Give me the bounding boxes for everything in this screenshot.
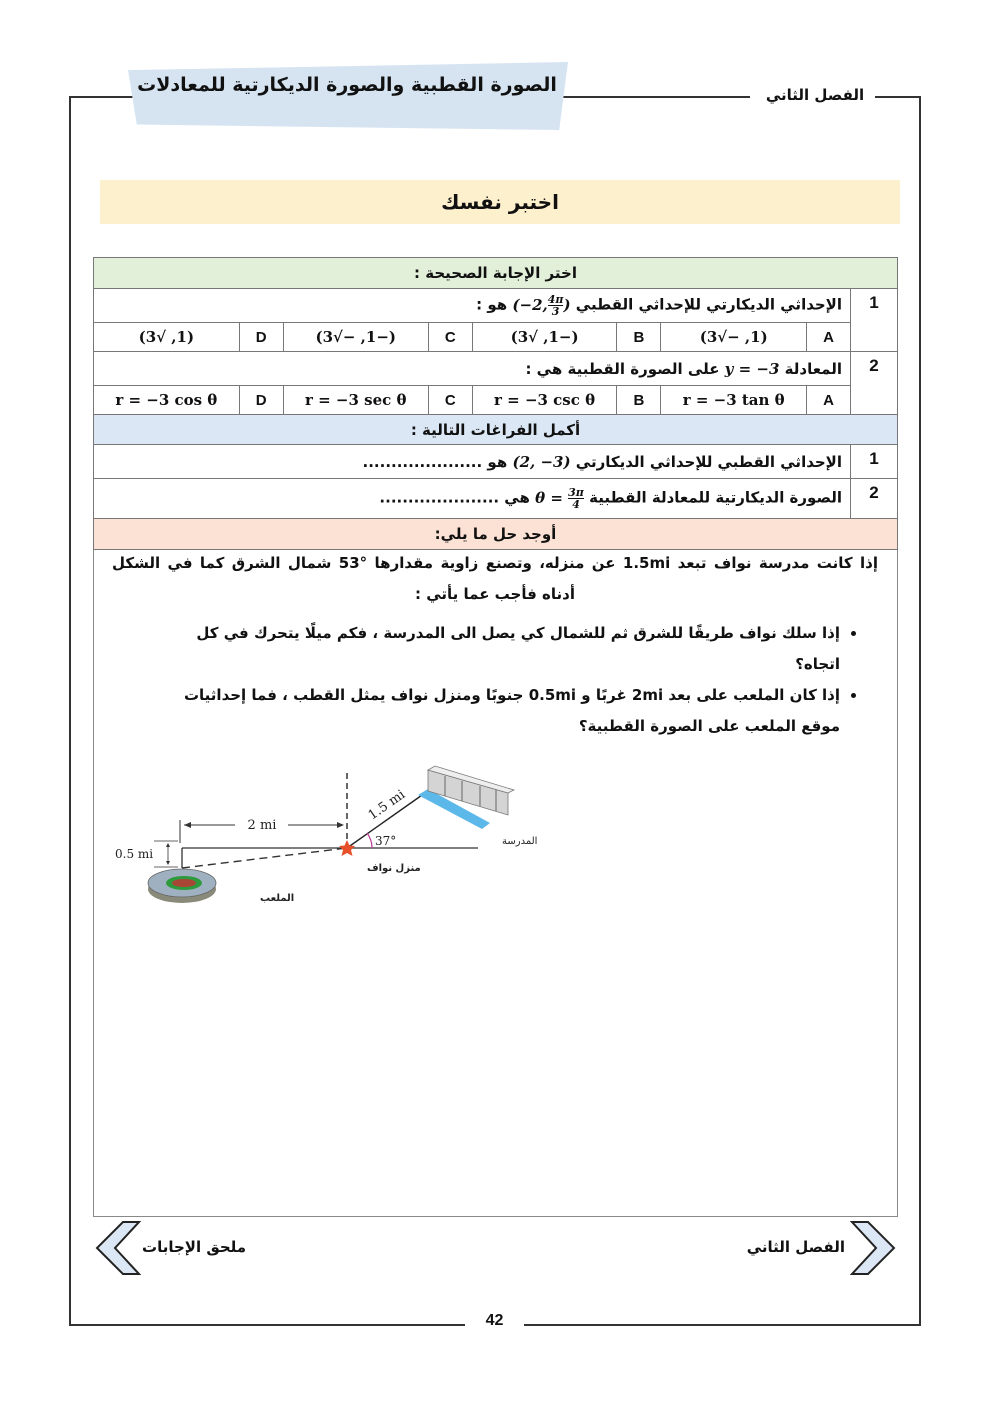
nav-right-label[interactable]: الفصل الثاني bbox=[746, 1238, 845, 1256]
map-diagram bbox=[110, 765, 540, 915]
option-d[interactable]: r = −3 cos θ bbox=[94, 386, 240, 415]
math-expression: θ = $\frac{3\pi}{4}$ bbox=[535, 486, 584, 511]
question-number: 2 bbox=[851, 352, 898, 415]
question-text: الإحداثي الديكارتي للإحداثي القطبي (−2, $\frac{4\pi}{3}$ ) هو : bbox=[94, 289, 851, 323]
option-letter: D bbox=[239, 323, 283, 352]
math-expression: y = −3 bbox=[724, 359, 780, 378]
option-d[interactable]: (1, √3) bbox=[94, 323, 240, 352]
option-letter: D bbox=[239, 386, 283, 415]
option-letter: A bbox=[807, 323, 851, 352]
option-letter: B bbox=[617, 386, 661, 415]
question-number: 1 bbox=[851, 289, 898, 352]
problem-bullet: • إذا كان الملعب على بعد 2mi غربًا و 0.5mi جنوبًا ومنزل نواف يمثل القطب ، فما إحداثيات موقع الملعب على الصورة القطبية؟ bbox=[160, 680, 840, 742]
frame-line bbox=[524, 1324, 921, 1326]
math-expression: (2, −3) bbox=[512, 452, 571, 471]
option-b[interactable]: (−1, √3) bbox=[472, 323, 617, 352]
option-a[interactable]: r = −3 tan θ bbox=[661, 386, 807, 415]
self-test-title: اختبر نفسك bbox=[441, 190, 559, 214]
nav-left-label[interactable]: ملحق الإجابات bbox=[142, 1238, 247, 1256]
label-school: المدرسة bbox=[502, 836, 538, 847]
label-angle: 37° bbox=[375, 834, 397, 848]
mcq-header: اختر الإجابة الصحيحة : bbox=[94, 258, 898, 289]
option-letter: C bbox=[428, 323, 472, 352]
solve-header: أوجد حل ما يلي: bbox=[94, 519, 898, 550]
option-letter: A bbox=[807, 386, 851, 415]
option-letter: C bbox=[428, 386, 472, 415]
next-chapter-button[interactable] bbox=[848, 1220, 898, 1280]
chapter-label: الفصل الثاني bbox=[765, 86, 865, 104]
item-number: 2 bbox=[851, 479, 898, 519]
fill-blank-item[interactable]: الإحداثي القطبي للإحداثي الديكارتي (2, −3) هو ..................... bbox=[94, 445, 851, 479]
item-number: 1 bbox=[851, 445, 898, 479]
label-stadium: الملعب bbox=[260, 893, 295, 904]
chevron-left-icon bbox=[93, 1220, 143, 1276]
label-0-5mi: 0.5 mi bbox=[115, 847, 154, 861]
questions-table bbox=[93, 257, 898, 550]
lesson-banner bbox=[128, 62, 568, 130]
option-c[interactable]: r = −3 sec θ bbox=[283, 386, 428, 415]
fill-blank-item[interactable]: الصورة الديكارتية للمعادلة القطبية θ = $\frac{3\pi}{4}$ هي ..................... bbox=[94, 479, 851, 519]
fill-blanks-header: أكمل الفراغات التالية : bbox=[94, 415, 898, 445]
answers-appendix-button[interactable] bbox=[93, 1220, 143, 1280]
label-1-5mi: 1.5 mi bbox=[365, 787, 409, 824]
label-home: منزل نواف bbox=[367, 863, 421, 874]
option-letter: B bbox=[617, 323, 661, 352]
option-c[interactable]: (−1, −√3) bbox=[283, 323, 428, 352]
question-text: المعادلة y = −3 على الصورة القطبية هي : bbox=[94, 352, 851, 386]
page-number: 42 bbox=[485, 1312, 504, 1329]
math-expression: (−2, $\frac{4\pi}{3}$ ) bbox=[512, 293, 571, 318]
lesson-title: الصورة القطبية والصورة الديكارتية للمعادلات bbox=[137, 74, 557, 96]
frame-line bbox=[69, 1324, 465, 1326]
problem-bullet: • إذا سلك نواف طريقًا للشرق ثم للشمال كي يصل الى المدرسة ، فكم ميلًا يتحرك في كل اتجاه؟ bbox=[160, 618, 840, 680]
frame-line bbox=[69, 96, 133, 98]
self-test-heading bbox=[100, 180, 900, 224]
option-b[interactable]: r = −3 csc θ bbox=[472, 386, 617, 415]
word-problem bbox=[100, 548, 890, 742]
label-2mi: 2 mi bbox=[247, 818, 277, 833]
frame-line bbox=[560, 96, 750, 98]
option-a[interactable]: (1, −√3) bbox=[661, 323, 807, 352]
frame-line bbox=[875, 96, 921, 98]
problem-intro: إذا كانت مدرسة نواف تبعد 1.5mi عن منزله، وتصنع زاوية مقدارها °53 شمال الشرق كما في الشكل أدناه فأجب عما يأتي : bbox=[112, 554, 878, 603]
chevron-right-icon bbox=[848, 1220, 898, 1276]
